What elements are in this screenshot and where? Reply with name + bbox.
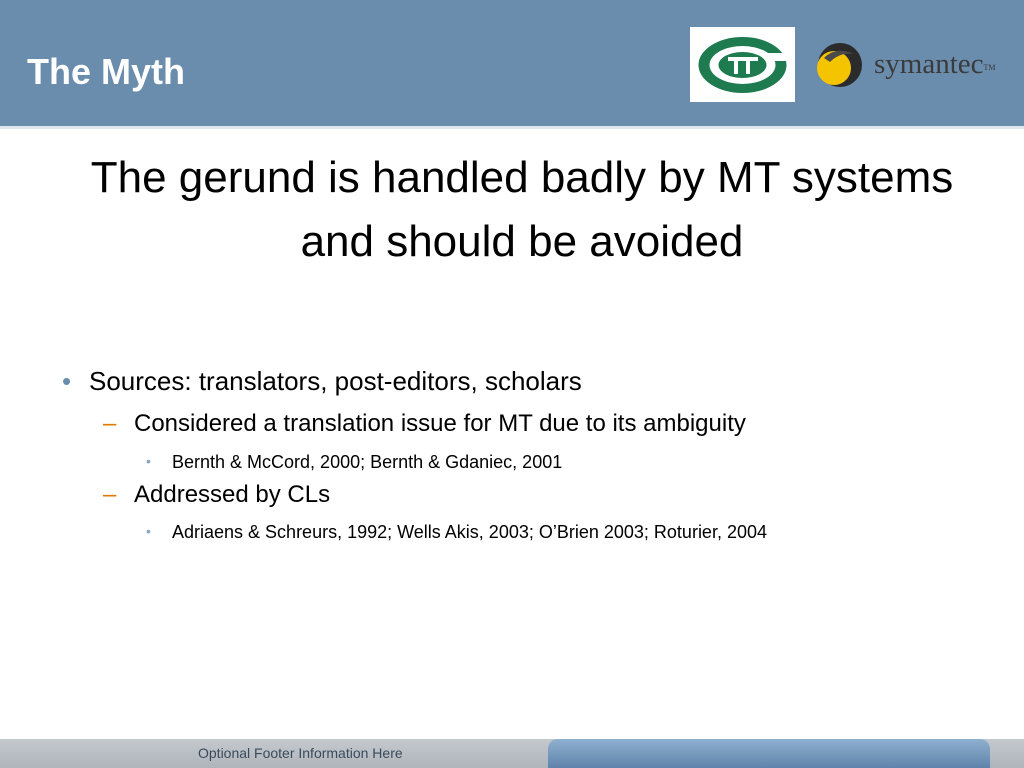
slide-subtitle bbox=[40, 146, 1004, 274]
bullet-dash-icon: – bbox=[103, 481, 117, 508]
bullet-level2-translation-issue bbox=[103, 408, 746, 440]
slide-title: The Myth bbox=[27, 51, 185, 92]
bullet-dash-icon: – bbox=[103, 410, 117, 437]
footer-accent-tab bbox=[548, 739, 990, 768]
cts-logo-icon bbox=[690, 27, 795, 102]
bullet-level2-cls bbox=[103, 479, 330, 511]
symantec-logo bbox=[814, 40, 1004, 90]
bullet-level1-sources bbox=[62, 364, 582, 398]
bullet-dot-icon: • bbox=[146, 523, 151, 539]
subtitle-line-1: The gerund is handled badly by MT systems bbox=[90, 153, 954, 202]
bullet-text: Bernth & McCord, 2000; Bernth & Gdaniec, 2001 bbox=[172, 452, 563, 472]
symantec-wordmark: symantecTM bbox=[874, 48, 996, 80]
bullet-level3-citations-1 bbox=[146, 449, 562, 474]
bullet-level3-citations-2 bbox=[146, 519, 767, 544]
subtitle-line-2: and should be avoided bbox=[300, 217, 744, 266]
header-divider bbox=[0, 126, 1024, 129]
bullet-text: Addressed by CLs bbox=[134, 481, 331, 508]
bullet-dot-icon: • bbox=[146, 453, 151, 469]
cts-logo bbox=[690, 27, 795, 102]
bullet-text: Adriaens & Schreurs, 1992; Wells Akis, 2003; O’Brien 2003; Roturier, 2004 bbox=[172, 522, 767, 542]
bullet-text: Sources: translators, post-editors, scholars bbox=[89, 366, 582, 396]
footer-text: Optional Footer Information Here bbox=[198, 745, 403, 761]
bullet-text: Considered a translation issue for MT due to its ambiguity bbox=[134, 410, 746, 437]
bullet-dot-icon: • bbox=[62, 366, 72, 396]
symantec-swirl-icon bbox=[814, 40, 868, 90]
